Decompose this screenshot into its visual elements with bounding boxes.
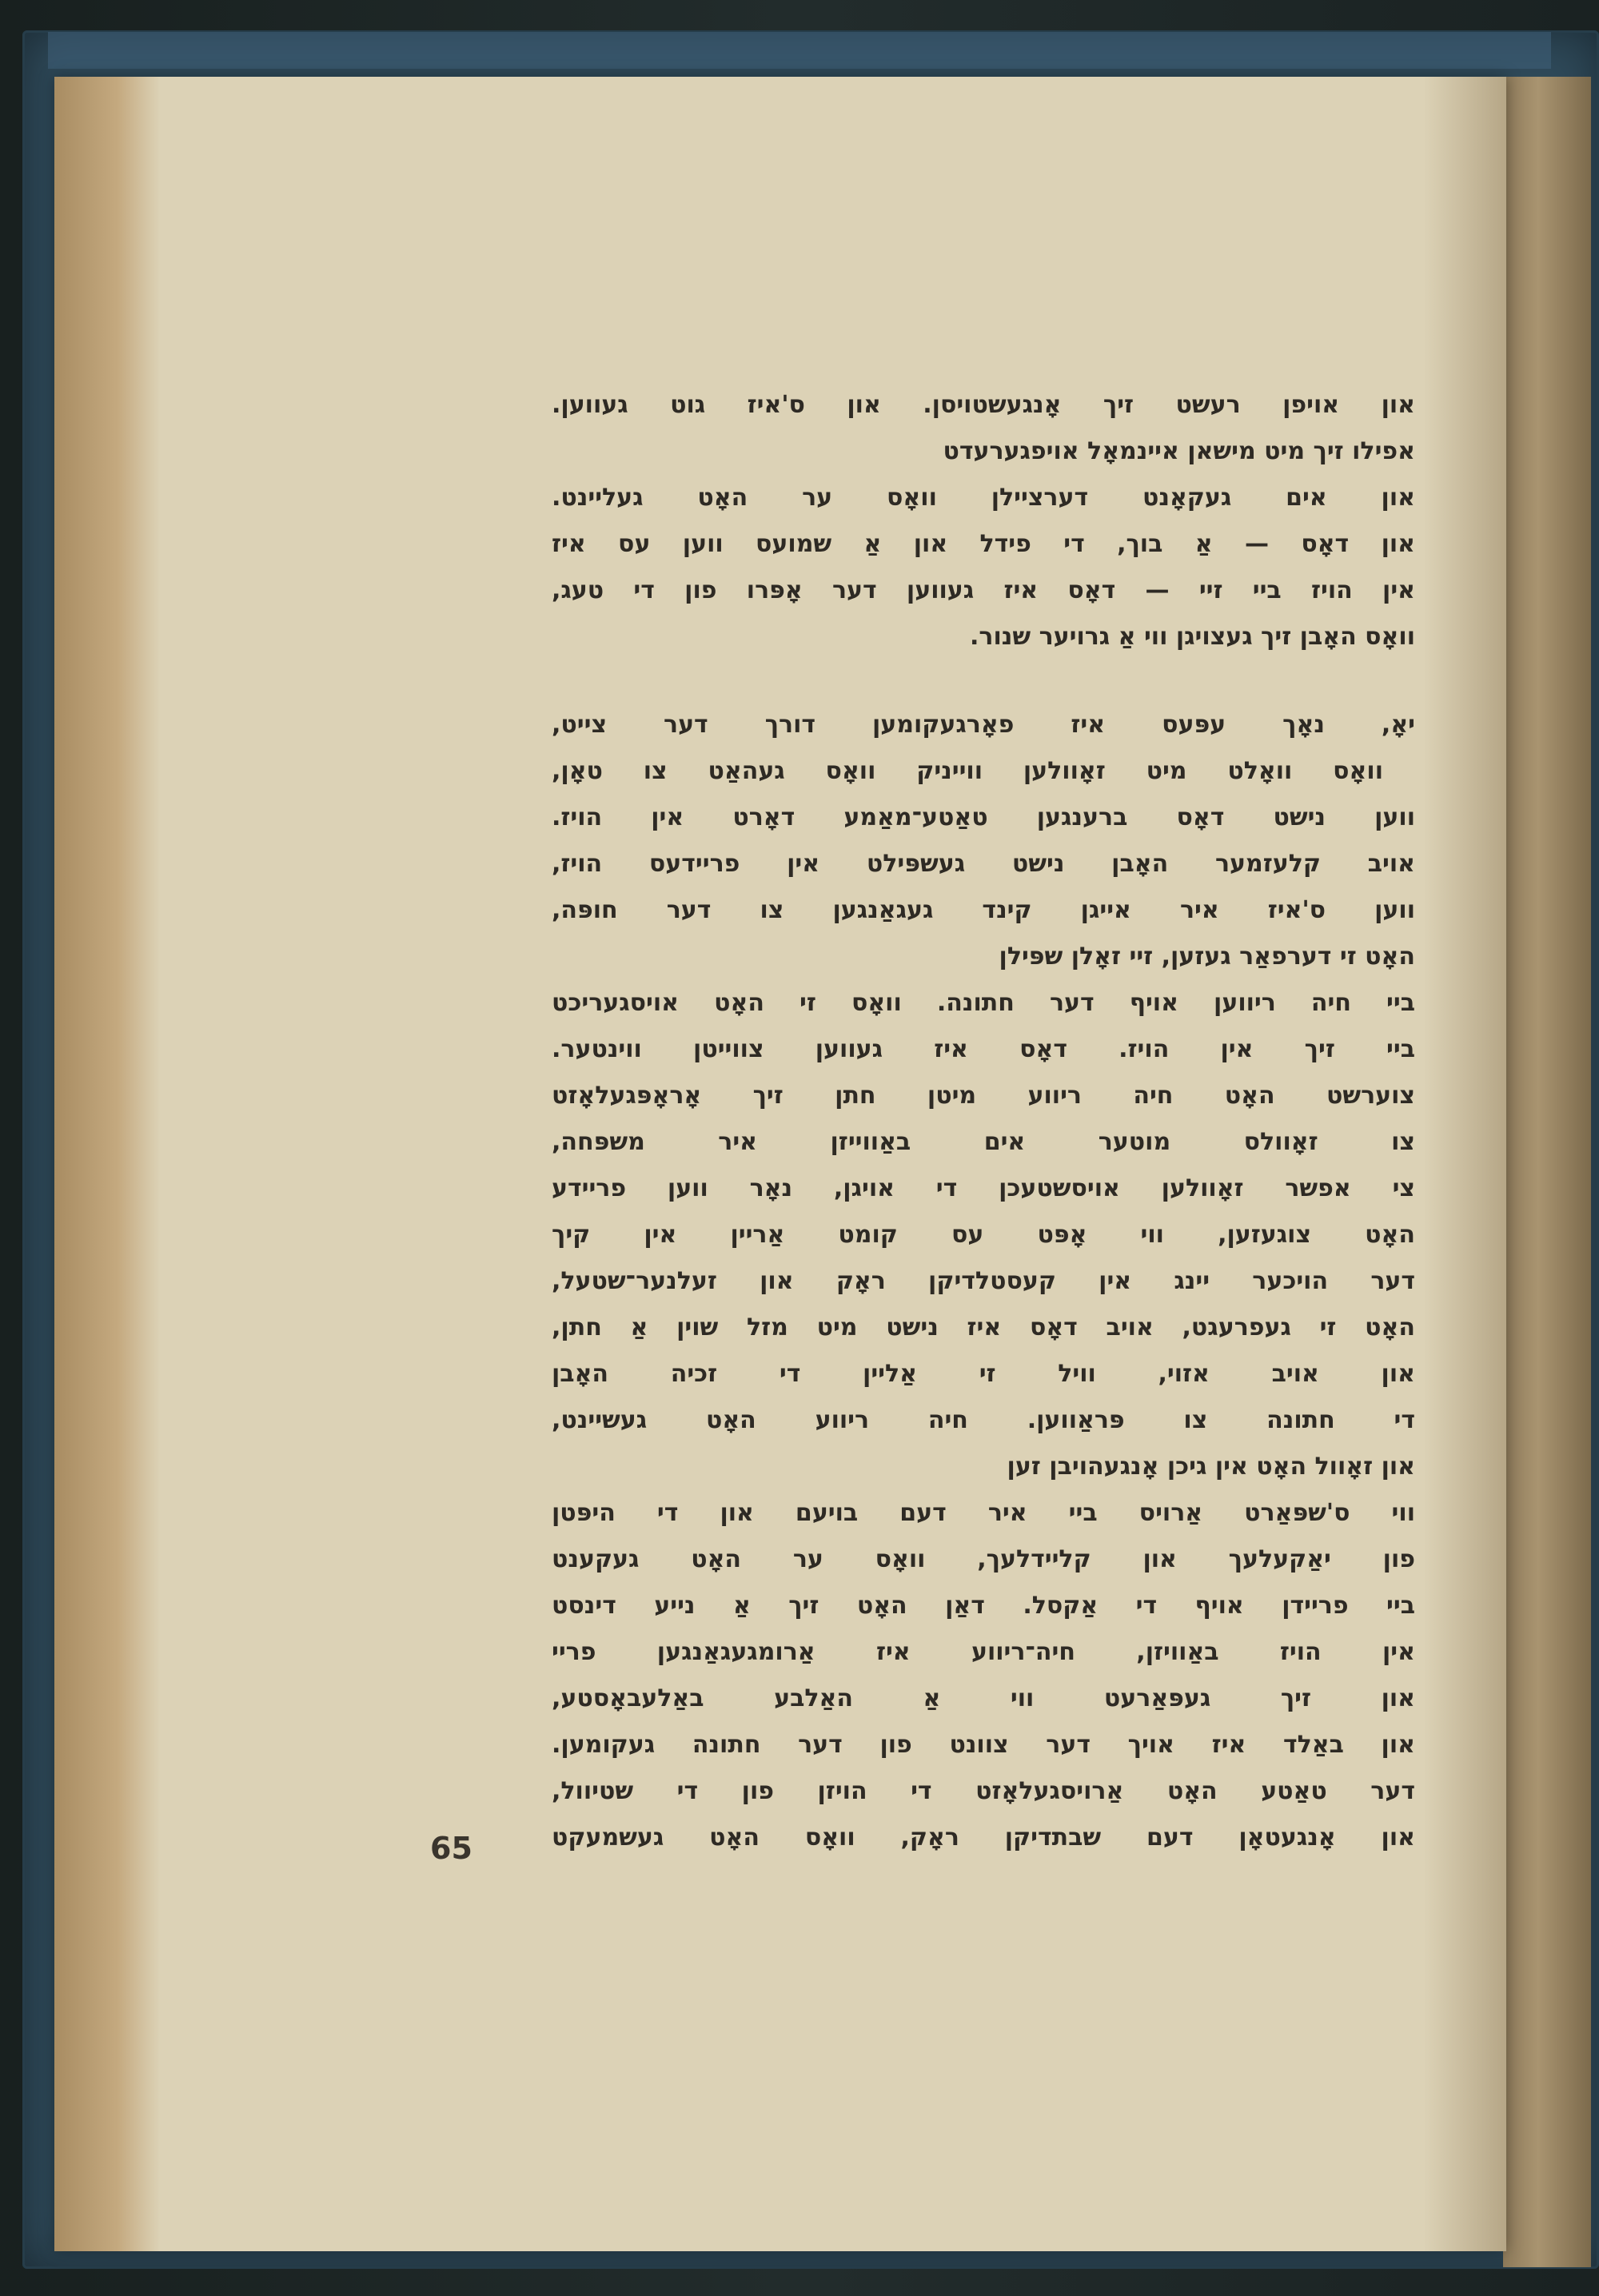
page-stack-edge <box>1503 77 1591 2267</box>
text-line: ווי ס'שפּאַרט אַרויס ביי איר דעם בויעם און די היפּטן <box>552 1499 1415 1527</box>
text-line: וואָס וואָלט מיט זאָוולען ווייניק וואָס געהאַט צו טאָן, <box>552 757 1383 785</box>
text-line: וואָס האָבן זיך געצויגן ווי אַ גרויער שנור. <box>970 623 1415 651</box>
text-line: ביי זיך אין הויז. דאָס איז געווען צווייטן ווינטער. <box>552 1035 1415 1063</box>
text-line: פון יאַקעלעך און קליידלעך, וואָס ער האָט געקענט <box>552 1545 1415 1573</box>
text-line: ווען נישט דאָס ברענגען טאַטע־מאַמע דאָרט אין הויז. <box>552 803 1415 831</box>
text-line: ביי פריידן אויף די אַקסל. דאַן האָט זיך אַ נייע דינסט <box>552 1592 1415 1620</box>
page-edge-shadow <box>1423 77 1506 2251</box>
text-line: און אָנגעטאָן דעם שבתדיקן ראָק, וואָס האָט געשמעקט <box>552 1824 1415 1852</box>
text-line: צו זאָוולס מוטער אים באַווייזן איר משפּחה, <box>552 1128 1415 1156</box>
text-line: צוערשט האָט חיה ריווע מיטן חתן זיך אָראָפּגעלאָזט <box>552 1082 1415 1110</box>
text-line: האָט צוגעזען, ווי אָפּט עס קומט אַריין אין קיך <box>552 1221 1415 1249</box>
text-line: ביי חיה ריווען אויף דער חתונה. וואָס זי האָט אויסגעריכט <box>552 989 1415 1017</box>
text-line: אין הויז באַוויזן, חיה־ריווע איז אַרומגעגאַנגען פריי <box>552 1638 1415 1666</box>
text-line: אין הויז ביי זיי — דאָס איז געווען דער אָפּרו פון די טעג, <box>552 576 1415 604</box>
text-line: און דאָס — אַ בוך, די פידל און אַ שמועס ווען עס איז <box>552 530 1415 558</box>
text-line: יאָ, נאָך עפּעס איז פאָרגעקומען דורך דער צייט, <box>552 711 1415 739</box>
text-line: און אים געקאָנט דערציילן וואָס ער האָט געליינט. <box>552 484 1415 512</box>
text-line: דער הויכער יינג אין קעסטלדיקן ראָק און זעלנער־שטעל, <box>552 1267 1415 1295</box>
page-number: 65 <box>430 1831 473 1866</box>
text-line: אויב קלעזמער האָבן נישט געשפּילט אין פריידעס הויז, <box>552 850 1415 878</box>
cover-top-edge <box>48 32 1551 69</box>
text-line: האָט זי דערפאַר געזען, זיי זאָלן שפּילן <box>999 943 1415 971</box>
text-line: און זאָוול האָט אין גיכן אָנגעהויבן זען <box>1007 1453 1415 1481</box>
text-line: און זיך געפּאַרעט ווי אַ האַלבע באַלעבאָסטע, <box>552 1684 1415 1712</box>
page-gutter <box>54 77 160 2251</box>
text-line: האָט זי געפרעגט, אויב דאָס איז נישט מיט מזל שוין אַ חתן, <box>552 1313 1415 1341</box>
text-line: ווען ס'איז איר אייגן קינד געגאַנגען צו דער חופּה, <box>552 896 1415 924</box>
text-line: און אויב אזוי, וויל זי אַליין די זכיה האָבן <box>552 1360 1415 1388</box>
text-line: צי אפשר זאָוולען אויסשטעכן די אויגן, נאָר ווען פריידע <box>552 1174 1415 1202</box>
text-line: אפילו זיך מיט מישאן איינמאָל אויפגערעדט <box>943 437 1415 465</box>
text-line: די חתונה צו פּראַווען. חיה ריווע האָט געשיינט, <box>552 1406 1415 1434</box>
text-line: און באַלד איז אויך דער צוונט פון דער חתונה געקומען. <box>552 1731 1415 1759</box>
text-line: דער טאַטע האָט אַרויסגעלאָזט די הויזן פון די שטיוול, <box>552 1777 1415 1805</box>
body-text <box>552 382 1415 1861</box>
text-line: און אויפן רעשט זיך אָנגעשטויסן. און ס'איז גוט געווען. <box>552 391 1415 419</box>
